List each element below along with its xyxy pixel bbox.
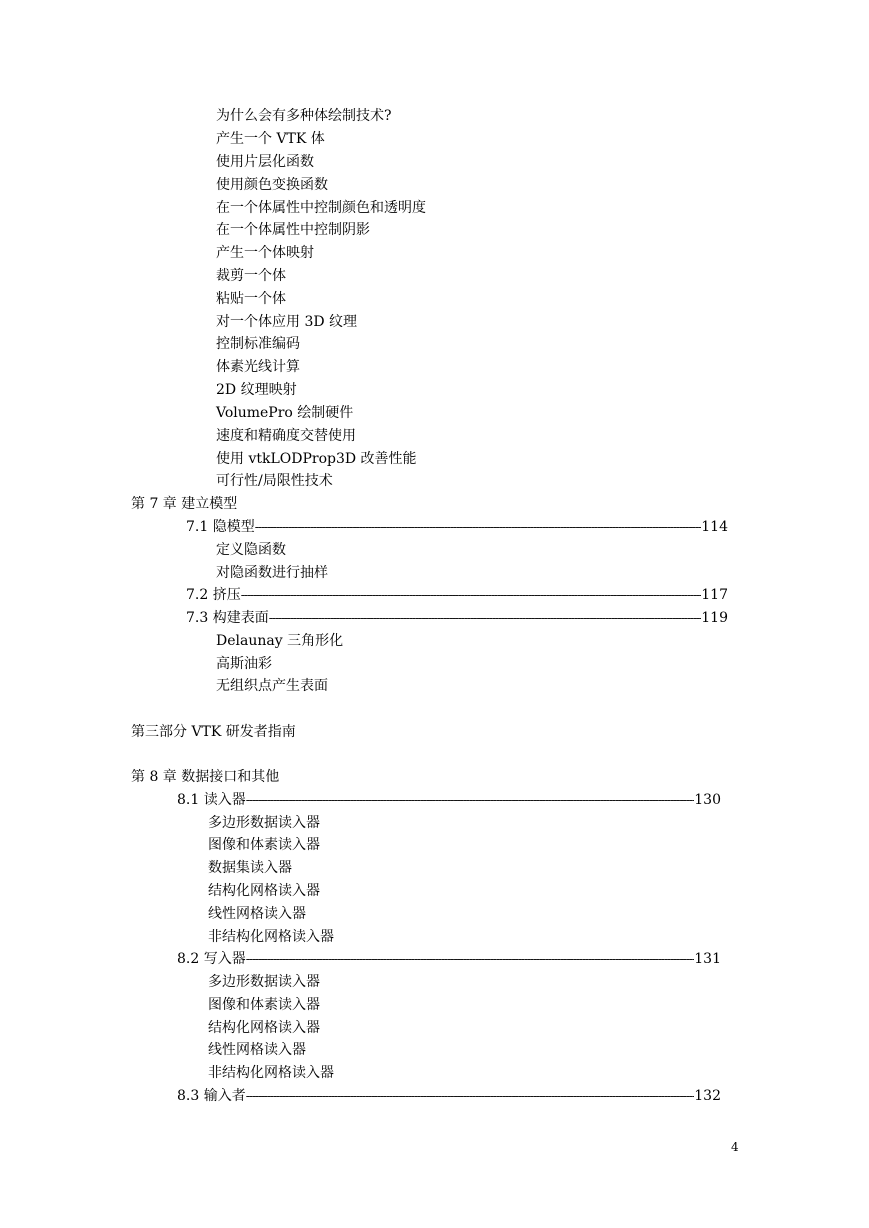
section-page: 130 <box>694 792 721 808</box>
section-title: 7.1 隐模型 <box>186 519 255 535</box>
toc-item: 对隐函数进行抽样 <box>216 565 328 581</box>
toc-item: 控制标准编码 <box>216 336 300 352</box>
toc-item: 图像和体素读入器 <box>208 837 320 853</box>
toc-section-8-2 <box>177 950 721 968</box>
toc-item: 为什么会有多种体绘制技术? <box>216 108 392 124</box>
toc-item: 速度和精确度交替使用 <box>216 428 356 444</box>
section-title: 7.3 构建表面 <box>186 610 269 626</box>
toc-item: 多边形数据读入器 <box>208 815 320 831</box>
toc-section-7-3 <box>186 609 728 627</box>
section-page: 114 <box>701 519 728 535</box>
toc-item: Delaunay 三角形化 <box>216 633 344 649</box>
section-title: 8.1 读入器 <box>177 792 246 808</box>
toc-item: 非结构化网格读入器 <box>208 929 334 945</box>
toc-item: 使用颜色变换函数 <box>216 177 328 193</box>
section-page: 132 <box>694 1088 721 1104</box>
toc-item: 无组织点产生表面 <box>216 678 328 694</box>
section-title: 7.2 挤压 <box>186 587 241 603</box>
toc-item: 体素光线计算 <box>216 359 300 375</box>
dot-leader <box>246 1087 695 1105</box>
part-3-title: 第三部分 VTK 研发者指南 <box>131 724 296 740</box>
toc-item: VolumePro 绘制硬件 <box>216 405 354 421</box>
toc-item: 定义隐函数 <box>216 542 286 558</box>
toc-item: 线性网格读入器 <box>208 906 306 922</box>
page-number: 4 <box>731 1140 739 1154</box>
toc-item: 使用片层化函数 <box>216 154 314 170</box>
section-page: 117 <box>701 587 728 603</box>
toc-item: 裁剪一个体 <box>216 268 286 284</box>
chapter-8-title: 第 8 章 数据接口和其他 <box>131 769 280 785</box>
section-page: 131 <box>694 951 721 967</box>
toc-item: 产生一个体映射 <box>216 245 314 261</box>
dot-leader <box>246 950 695 968</box>
toc-item: 使用 vtkLODProp3D 改善性能 <box>216 451 417 467</box>
dot-leader <box>241 586 702 604</box>
toc-item: 数据集读入器 <box>208 860 292 876</box>
toc-item: 粘贴一个体 <box>216 291 286 307</box>
toc-section-7-1 <box>186 518 728 536</box>
toc-item: 多边形数据读入器 <box>208 974 320 990</box>
toc-item: 图像和体素读入器 <box>208 997 320 1013</box>
chapter-7-title: 第 7 章 建立模型 <box>131 496 238 512</box>
toc-item: 线性网格读入器 <box>208 1042 306 1058</box>
toc-item: 结构化网格读入器 <box>208 1020 320 1036</box>
toc-item: 产生一个 VTK 体 <box>216 131 325 147</box>
toc-item: 高斯油彩 <box>216 656 272 672</box>
dot-leader <box>255 518 702 536</box>
dot-leader <box>269 609 702 627</box>
dot-leader <box>246 791 695 809</box>
toc-item: 对一个体应用 3D 纹理 <box>216 314 358 330</box>
toc-item: 在一个体属性中控制阴影 <box>216 222 370 238</box>
toc-item: 2D 纹理映射 <box>216 382 297 398</box>
toc-section-8-1 <box>177 791 721 809</box>
toc-item: 在一个体属性中控制颜色和透明度 <box>216 200 426 216</box>
toc-item: 非结构化网格读入器 <box>208 1065 334 1081</box>
toc-section-7-2 <box>186 586 728 604</box>
toc-section-8-3 <box>177 1087 721 1105</box>
section-title: 8.2 写入器 <box>177 951 246 967</box>
section-title: 8.3 输入者 <box>177 1088 246 1104</box>
toc-item: 可行性/局限性技术 <box>216 473 333 489</box>
section-page: 119 <box>701 610 728 626</box>
toc-item: 结构化网格读入器 <box>208 883 320 899</box>
